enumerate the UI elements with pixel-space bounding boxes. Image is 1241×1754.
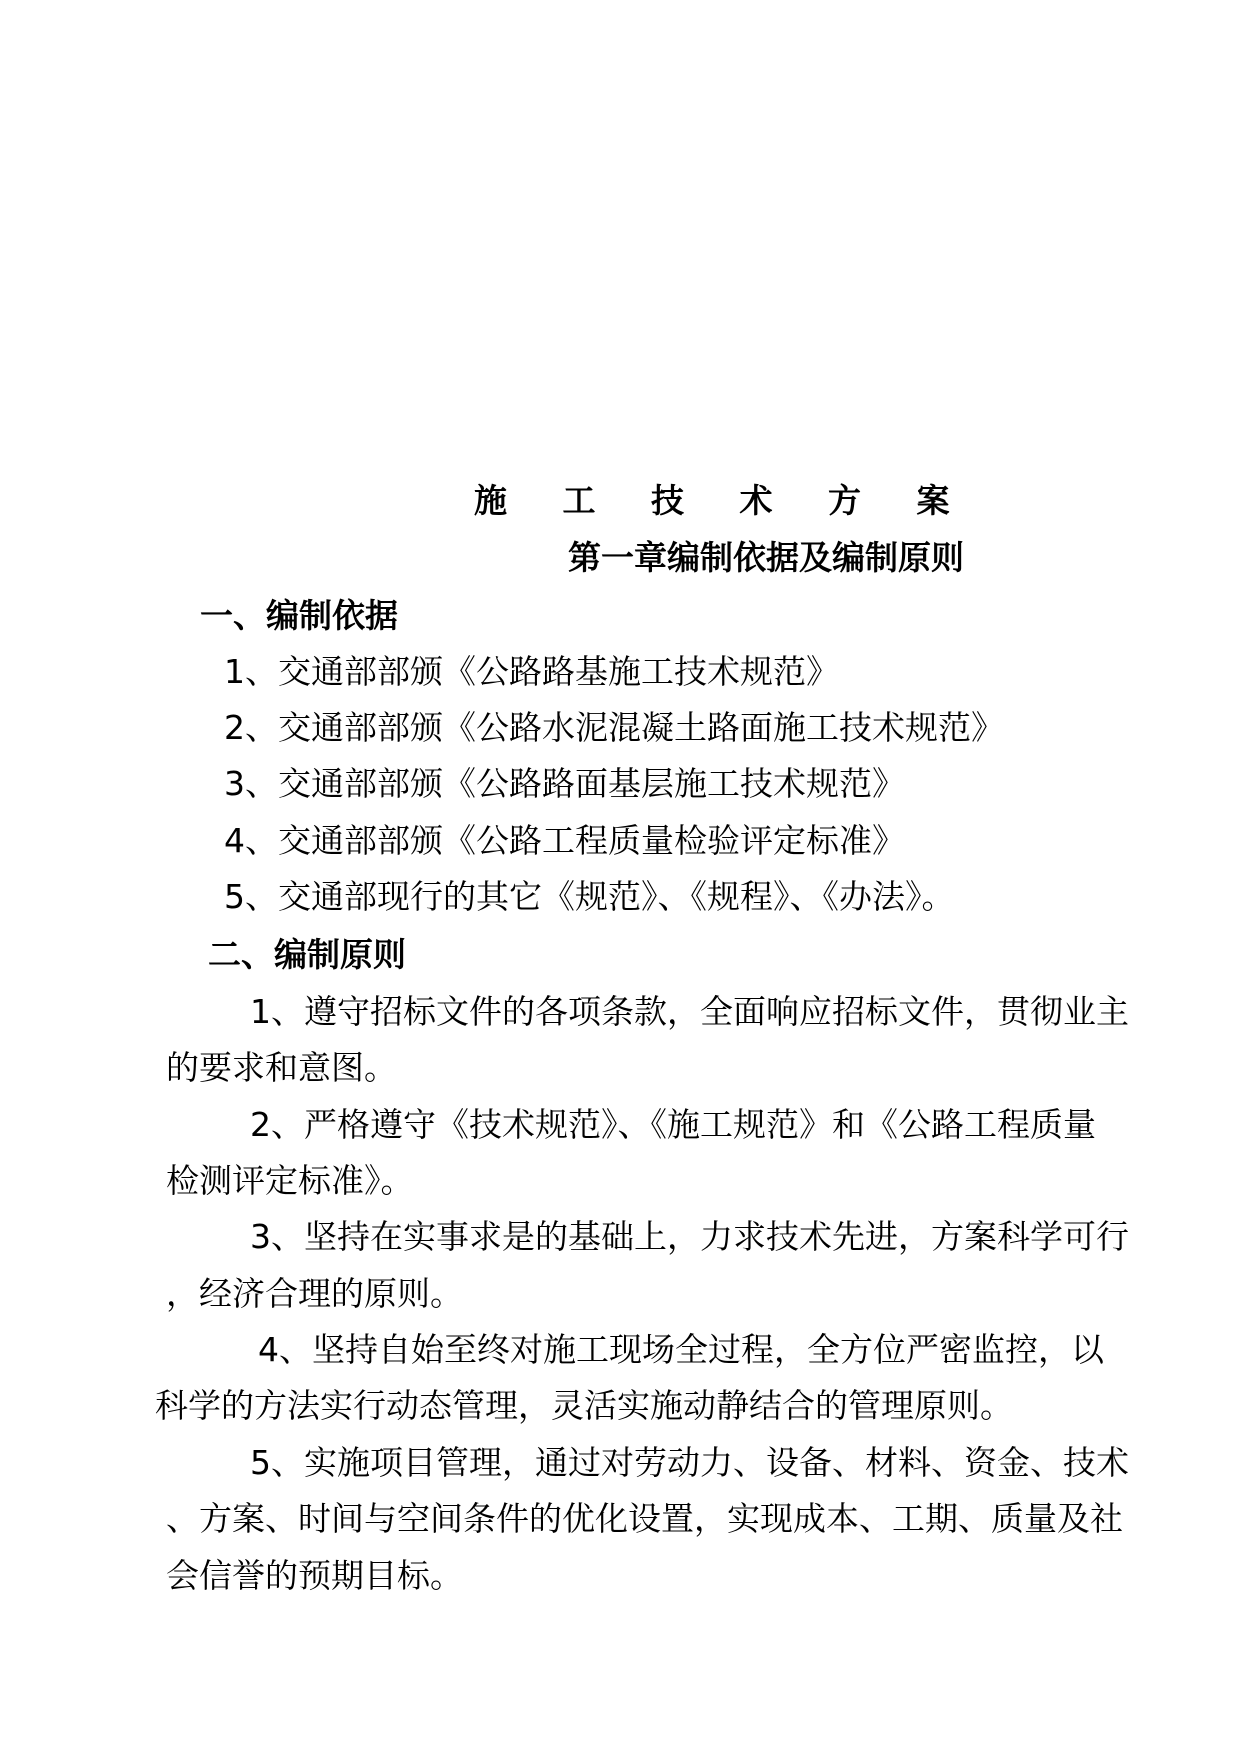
paragraph-line: 会信誉的预期目标。: [166, 1556, 463, 1595]
chapter-heading: 第一章编制依据及编制原则: [568, 538, 964, 577]
paragraph-line: 2、严格遵守《技术规范》、《施工规范》和《公路工程质量: [250, 1105, 1096, 1144]
paragraph-line: 检测评定标准》。: [166, 1161, 414, 1200]
paragraph-line: ，经济合理的原则。: [166, 1274, 463, 1313]
paragraph-line: 5、实施项目管理，通过对劳动力、设备、材料、资金、技术: [250, 1443, 1129, 1482]
paragraph-line: 1、遵守招标文件的各项条款，全面响应招标文件，贯彻业主: [250, 992, 1129, 1031]
list-item: 3、交通部部颁《公路路面基层施工技术规范》: [224, 764, 905, 803]
paragraph-line: 的要求和意图。: [166, 1048, 397, 1087]
section-heading-basis: 一、编制依据: [200, 596, 398, 635]
list-item: 2、交通部部颁《公路水泥混凝土路面施工技术规范》: [224, 708, 1004, 747]
list-item: 1、交通部部颁《公路路基施工技术规范》: [224, 652, 839, 691]
paragraph-line: 、方案、时间与空间条件的优化设置，实现成本、工期、质量及社: [166, 1499, 1123, 1538]
paragraph-line: 科学的方法实行动态管理，灵活实施动静结合的管理原则。: [155, 1386, 1013, 1425]
section-heading-principles: 二、编制原则: [208, 935, 406, 974]
list-item: 5、交通部现行的其它《规范》、《规程》、《办法》。: [224, 877, 955, 916]
paragraph-line: 4、坚持自始至终对施工现场全过程，全方位严密监控，以: [258, 1330, 1104, 1369]
paragraph-line: 3、坚持在实事求是的基础上，力求技术先进，方案科学可行: [250, 1217, 1129, 1256]
document-title: 施 工 技 术 方 案: [474, 481, 972, 520]
list-item: 4、交通部部颁《公路工程质量检验评定标准》: [224, 821, 905, 860]
